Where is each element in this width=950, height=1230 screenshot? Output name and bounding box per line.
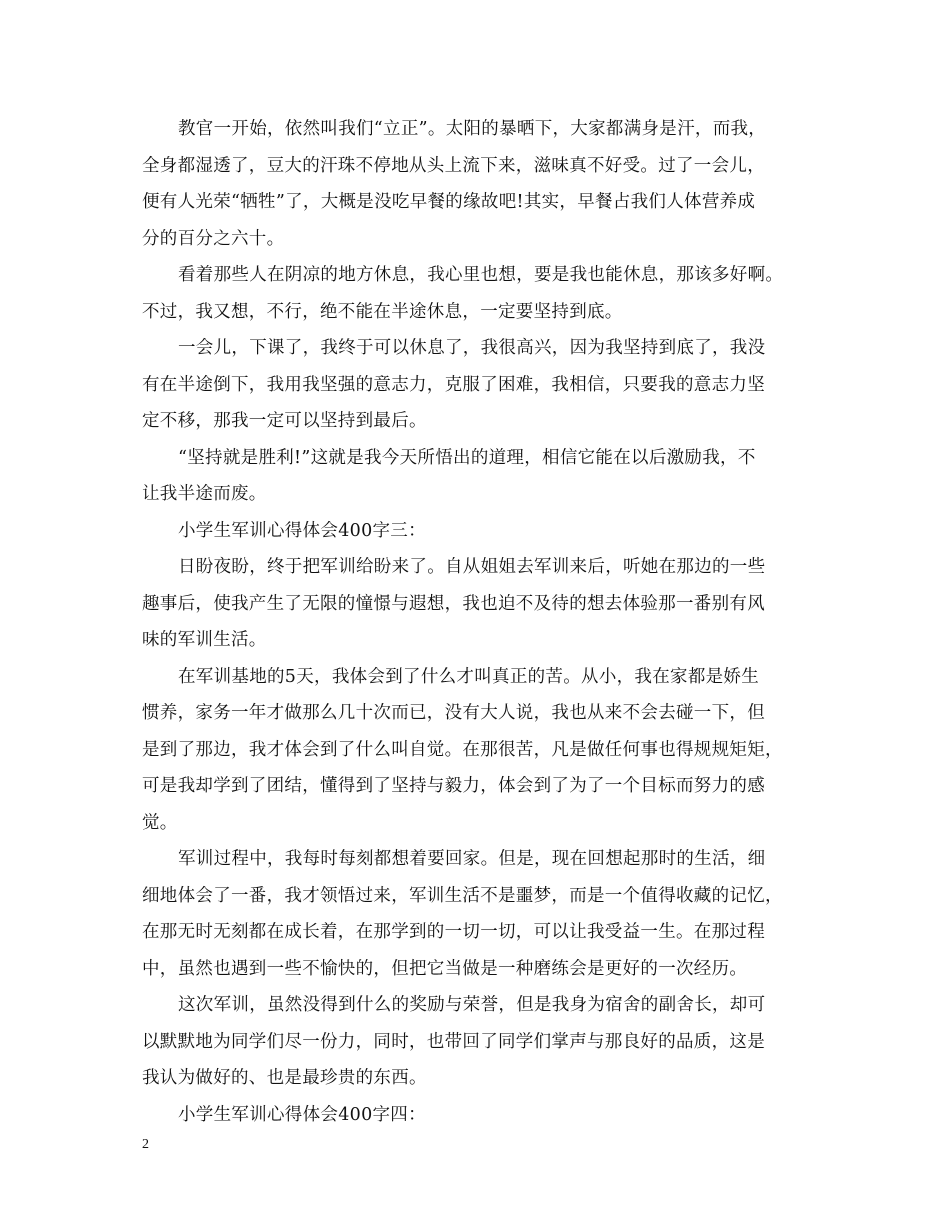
text-line: 便有人光荣“牺牲”了，大概是没吃早餐的缘故吧!其实，早餐占我们人体营养成 — [142, 192, 756, 212]
text-line: 觉。 — [142, 813, 178, 833]
text-line: 中，虽然也遇到一些不愉快的，但把它当做是一种磨练会是更好的一次经历。 — [142, 959, 748, 979]
text-line: 我认为做好的、也是最珍贵的东西。 — [142, 1068, 427, 1088]
text-line: 细地体会了一番，我才领悟过来，军训生活不是噩梦，而是一个值得收藏的记忆， — [142, 886, 783, 906]
text-line: 分的百分之六十。 — [142, 229, 285, 249]
section-heading: 小学生军训心得体会400字四： — [178, 1105, 426, 1125]
text-line: 是到了那边，我才体会到了什么叫自觉。在那很苦，凡是做任何事也得规规矩矩， — [142, 740, 783, 760]
text-line: 定不移，那我一定可以坚持到最后。 — [142, 411, 427, 431]
page-number: 2 — [142, 1137, 149, 1152]
text-line: 全身都湿透了，豆大的汗珠不停地从头上流下来，滋味真不好受。过了一会儿， — [142, 156, 765, 176]
text-line: 一会儿，下课了，我终于可以休息了，我很高兴，因为我坚持到底了，我没 — [178, 338, 766, 358]
text-line: 以默默地为同学们尽一份力，同时，也带回了同学们掌声与那良好的品质，这是 — [142, 1032, 765, 1052]
text-line: “坚持就是胜利!”这就是我今天所悟出的道理，相信它能在以后激励我，不 — [178, 448, 756, 468]
text-line: 在军训基地的5天，我体会到了什么才叫真正的苦。从小，我在家都是娇生 — [178, 667, 760, 687]
text-line: 看着那些人在阴凉的地方休息，我心里也想，要是我也能休息，那该多好啊。 — [178, 265, 784, 285]
text-line: 军训过程中，我每时每刻都想着要回家。但是，现在回想起那时的生活，细 — [178, 849, 766, 869]
text-line: 味的军训生活。 — [142, 630, 267, 650]
text-line: 在那无时无刻都在成长着，在那学到的一切一切，可以让我受益一生。在那过程 — [142, 922, 765, 942]
text-line: 日盼夜盼，终于把军训给盼来了。自从姐姐去军训来后，听她在那边的一些 — [178, 557, 766, 577]
text-line: 让我半途而废。 — [142, 484, 267, 504]
section-heading: 小学生军训心得体会400字三： — [178, 521, 426, 541]
text-line: 不过，我又想，不行，绝不能在半途休息，一定要坚持到底。 — [142, 302, 623, 322]
text-line: 这次军训，虽然没得到什么的奖励与荣誉，但是我身为宿舍的副舍长，却可 — [178, 995, 766, 1015]
text-line: 趣事后，使我产生了无限的憧憬与遐想，我也迫不及待的想去体验那一番别有风 — [142, 594, 765, 614]
text-line: 教官一开始，依然叫我们“立正”。太阳的暴晒下，大家都满身是汗，而我， — [178, 119, 767, 139]
text-line: 有在半途倒下，我用我坚强的意志力，克服了困难，我相信，只要我的意志力坚 — [142, 375, 765, 395]
text-line: 可是我却学到了团结，懂得到了坚持与毅力，体会到了为了一个目标而努力的感 — [142, 776, 765, 796]
text-line: 惯养，家务一年才做那么几十次而已，没有大人说，我也从来不会去碰一下，但 — [142, 703, 765, 723]
